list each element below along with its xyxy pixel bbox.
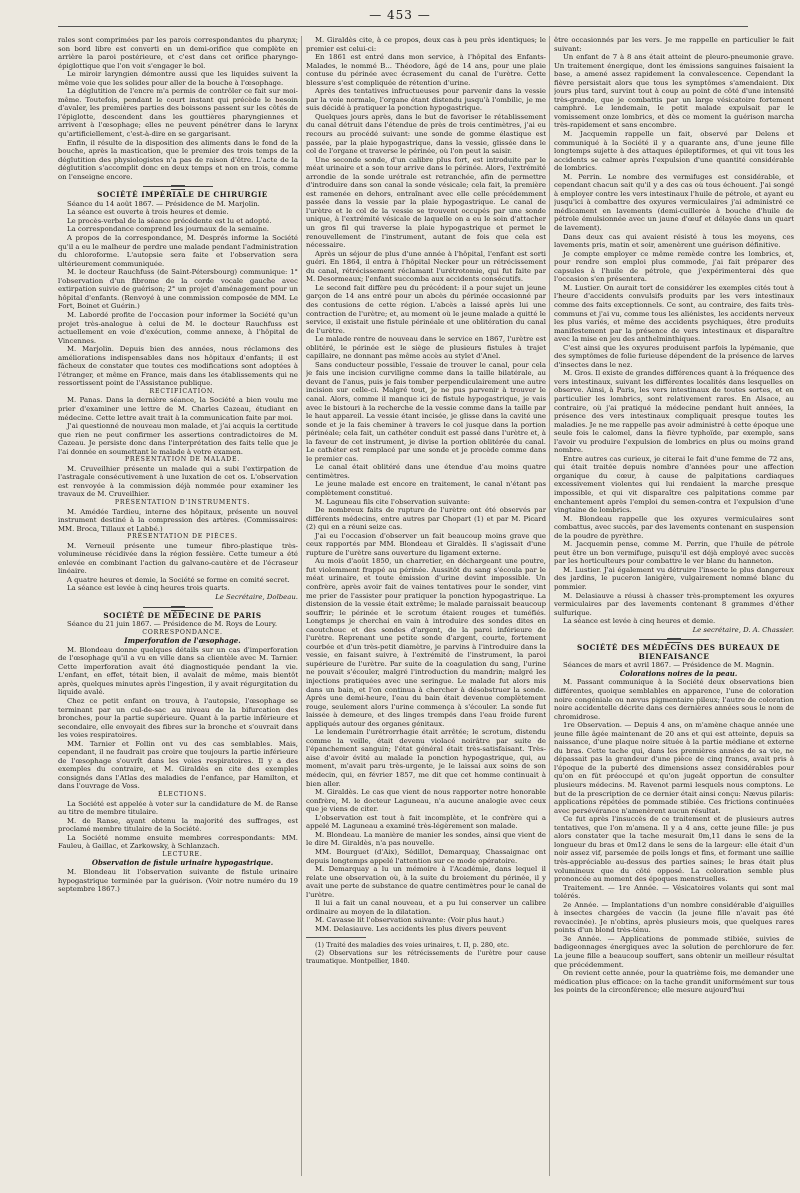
- subsection-heading: Observation de fistule urinaire hypogastrique.: [91, 858, 274, 868]
- paragraph: De nombreux faits de rupture de l'urètre ont été observés par différents médecins, entre autres par Chopart (1) et par M. Picard (2) qui en a réuni seize cas.: [306, 506, 546, 532]
- paragraph: Le lendemain l'urétrorrhagie était arrêtée; le scrotum, distendu comme la veille, était devenu violacé noirâtre par suite de l'épanchement sanguin; l'état général était très-satisfaisant. Très-aise d'avoir évité au malade la ponction hypogastrique, qui, au moment, m'avait paru très-urgente, je le laissai aux soins de son médecin, qui, en février 1857, me dit que cet homme continuait à bien aller.: [306, 728, 546, 788]
- paragraph: M. Blondeau donne quelques détails sur un cas d'imperforation de l'œsophage qu'il a vu en ville dans sa clientèle avec M. Tarnier. Cette imperforation avait été diagnostiquée pendant la vie. L'enfant, en effet, tétait bien, il avalait de même, mais bientôt après, quelques minutes après l'ingestion, il y avait régurgitation du liquide avalé.: [58, 645, 298, 697]
- subsection-heading: Imperforation de l'œsophage.: [124, 636, 241, 646]
- paragraph: M. Blondeau lit l'observation suivante de fistule urinaire hypogastrique terminée par la guérison. (Voir notre numéro du 19 septembre 1867.): [58, 867, 298, 894]
- header-rule: [58, 26, 748, 27]
- paragraph: 3e Année. — Applications de pommade stibiée, suivies de badigeonnages énergiques avec la solution de perchlorure de fer. La jeune fille a beaucoup souffert, sans obtenir un meilleur résultat que précédemment.: [554, 934, 794, 969]
- paragraph: Séance du 14 août 1867. — Présidence de M. Marjolin.: [67, 199, 260, 208]
- paragraph: La séance est levée à cinq heures et demie.: [563, 617, 716, 626]
- paragraph: M. Lustier. J'ai également vu détruire l'insecte le plus dangereux des jardins, le puceron lanigère, vulgairement nommé blanc du pommier.: [554, 565, 794, 591]
- paragraph: Ce fut après l'insuccès de ce traitement et de plusieurs autres tentatives, que l'on m'amena. Il y a 4 ans, cette jeune fille: je pus alors constater que la tache mesurait 0m,11 dans le sens de la longueur du bras et 0m12 dans le sens de la largeur: elle était d'un noir assez vif, parsemée de poils longs et fins, et formant une saillie très-appréciable au-dessus des parties saines; le bras était plus volumineux que du côté opposé. La coloration semble plus prononcée au moment des époques menstruelles.: [554, 815, 794, 884]
- paragraph: La séance est ouverte à trois heures et demie.: [67, 208, 229, 217]
- paragraph: M. Blondeau rappelle que les oxyures vermiculaires sont combattus, avec succès, par des lavements contenant en suspension de la poudre de pyrèthre.: [554, 514, 794, 540]
- section-divider: [143, 607, 213, 608]
- signature-line: Le secrétaire, D. A. Chassier.: [692, 625, 794, 634]
- paragraph: M. de Ranse, ayant obtenu la majorité des suffrages, est proclamé membre titulaire de la Société.: [58, 816, 298, 834]
- paragraph: M. Marjolin. Depuis bien des années, nous réclamons des améliorations indispensables dans nos hôpitaux d'enfants; il est fâcheux de constater que toutes ces modifications sont adoptées à l'étranger, et même en France, mais dans les établissements qui ne ressortissent point de l'Assistance publique.: [58, 345, 298, 388]
- paragraph: Au mois d'août 1850, un charretier, en déchargeant une poutre, fut violemment frappé au périnée. Aussitôt du sang s'écoula par le méat urinaire, et toute émission d'urine devint impossible. Un confrère, après avoir fait de vaines tentatives pour le sonder, vint me prier de l'assister pour pratiquer la ponction hypogastrique. La distension de la vessie était extrême; le malade paraissait beaucoup souffrir; le périnée et le scrotum étaient rouges et tuméfiés. Longtemps je cherchai en vain à introduire des sondes dites en caoutchouc et des sondes d'argent, de la paroi inférieure de l'urètre. Reprenant une petite sonde d'argent, courte, fortement courbée et d'un très-petit diamètre, je parvins à l'introduire dans la vessie, en faisant suivre, à l'extrémité de l'instrument, la paroi supérieure de l'urètre. Par suite de la coagulation du sang, l'urine ne pouvait s'écouler, malgré l'introduction du mandrin; malgré les injections pratiquées avec une seringue. Le malade fut alors mis dans un bain, et l'on continua à chercher à désobstruer la sonde. Après une demi-heure, l'eau du bain était devenue complètement rouge, seulement alors l'urine commença à s'écouler. La sonde fut laissée à demeure, et des linges trempés dans l'eau froide furent appliqués autour des organes génitaux.: [306, 557, 546, 728]
- paragraph: J'ai eu l'occasion d'observer un fait beaucoup moins grave que ceux rapportés par MM. Blondeau et Giraldès. Il s'agissait d'une rupture de l'urètre sans ouverture du ligament externe.: [306, 531, 546, 557]
- paragraph: M. Cavasse lit l'observation suivante: (Voir plus haut.): [315, 916, 505, 925]
- footnote: (1) Traité des maladies des voies urinaires, t. II, p. 280, etc.: [315, 941, 510, 950]
- column-1: [58, 36, 298, 1176]
- paragraph: M. Demarquay a lu un mémoire à l'Académie, dans lequel il relate une observation où, à la suite du broiement du périnée, il y avait une perte de substance de quatre centimètres pour le canal de l'urètre.: [306, 865, 546, 899]
- rubric-heading: LECTURE.: [162, 850, 203, 858]
- paragraph: Il lui a fait un canal nouveau, et a pu lui conserver un calibre ordinaire au moyen de la dilatation.: [306, 899, 546, 916]
- section-divider: [143, 186, 213, 187]
- paragraph: Le canal était oblitéré dans une étendue d'au moins quatre centimètres.: [306, 463, 546, 480]
- section-divider: [639, 639, 709, 640]
- paragraph: M. Delasiauve a réussi à chasser très-promptement les oxyures vermiculaires par des lavements contenant 8 grammes d'éther sulfurique.: [554, 591, 794, 617]
- paragraph: Chez ce petit enfant on trouva, à l'autopsie, l'œsophage se terminant par un cul-de-sac au niveau de la bifurcation des bronches, pour la partie supérieure. Quant à la partie inférieure et secondaire, elle envoyait des fibres sur la bronche et s'ouvrait dans les voies respiratoires.: [58, 697, 298, 740]
- paragraph: être occasionnés par les vers. Je me rappelle en particulier le fait suivant:: [554, 36, 794, 53]
- paragraph: L'observation est tout à fait incomplète, et le confrère qui a appelé M. Laguneau a examiné très-légèrement son malade.: [306, 813, 546, 831]
- rubric-heading: ÉLECTIONS.: [158, 791, 207, 799]
- rubric-heading: PRÉSENTATION DE MALADE.: [124, 456, 241, 464]
- paragraph: M. Verneuil présente une tumeur fibro-plastique très-volumineuse récidivée dans la région fessière. Cette tumeur a été enlevée en combinant l'action du galvano-cautère et de l'écraseur linéaire.: [58, 541, 298, 576]
- paragraph: Un enfant de 7 à 8 ans était atteint de pleuro-pneumonie grave. Un traitement énergique, dont les émissions sanguines faisaient la base, a amené assez rapidement la convalescence. Cependant la fièvre persistait alors que tous les symptômes s'amendaient. Dix jours plus tard, survint tout à coup au point de côté d'une intensité très-grande, que je combattis par un large vésicatoire fortement camphré. Le lendemain, le petit malade expulsait par le vomissement onze lombrics, et dès ce moment la guérison marcha très-rapidement et sans encombre.: [554, 53, 794, 130]
- paragraph: MM. Tarnier et Follin ont vu des cas semblables. Mais, cependant, il ne faudrait pas croire que toujours la partie inférieure de l'œsophage s'ouvrît dans les voies respiratoires. Il y a des exemples du contraire, et M. Giraldès en cite des exemples consignés dans l'Atlas des maladies de l'enfance, par Hamilton, et dans l'ouvrage de Voss.: [58, 739, 298, 791]
- rubric-heading: CORRESPONDANCE.: [142, 628, 223, 636]
- column-3: [554, 36, 794, 1176]
- paragraph: Dans deux cas qui avaient résisté à tous les moyens, ces lavements pris, matin et soir, amenèrent une guérison définitive.: [554, 232, 794, 250]
- paragraph: M. Lustier. On aurait tort de considérer les exemples cités tout à l'heure d'accidents convulsifs produits par les vers intestinaux comme des faits exceptionnels. Ce sont, au contraire, des faits très-communs et j'ai vu, comme tous les aliénistes, les accidents nerveux les plus variés, et même des accidents psychiques, être produits manifestement par la présence de vers intestinaux et disparaître avec la mise en jeu des anthelminthiques.: [554, 283, 794, 344]
- page-number: — 453 —: [369, 8, 431, 22]
- paragraph: M. Gros. Il existe de grandes différences quant à la fréquence des vers intestinaux, suivant les différentes localités dans lesquelles on observe. Ainsi, à Paris, les vers intestinaux de toutes sortes, et en particulier les lombrics, sont relativement rares. En Alsace, au contraire, où j'ai pratiqué la médecine pendant huit années, la présence des vers intestinaux compliquait presque toutes les maladies. Je ne me rappelle pas avoir administré à cette époque une seule fois le calomel, dans la fièvre typhoïde, par exemple, sans l'avoir vu produire l'expulsion de lombrics en plus ou moins grand nombre.: [554, 369, 794, 455]
- paragraph: La Société est appelée à voter sur la candidature de M. de Ranse au titre de membre titulaire.: [58, 799, 298, 817]
- subsection-heading: Colorations noires de la peau.: [619, 668, 738, 678]
- paragraph: C'est ainsi que les oxyures produisent parfois la lypémanie, que des symptômes de folie furieuse dépendent de la présence de larves d'insectes dans le nez.: [554, 343, 794, 369]
- paragraph: Une seconde sonde, d'un calibre plus fort, est introduite par le méat urinaire et a son tour arrive dans le périnée. Alors, l'extrémité arrondie de la sonde urétrale est retranchée, afin de permettre d'introduire dans son canal la sonde vésicale; cela fait, la première est ramenée en dehors, entraînant avec elle celle précédemment passée dans la vessie par la plaie hypogastrique. Le canal de l'urètre et le col de la vessie se trouvent occupés par une sonde unique, à l'extrémité vésicale de laquelle on a eu le soin d'attacher un gros fil qui traverse la plaie hypogastrique et permet le renouvellement de l'instrument, autant de fois que cela est nécessaire.: [306, 155, 546, 250]
- paragraph: Quelques jours après, dans le but de favoriser le rétablissement du canal détruit dans l'étendue de près de trois centimètres, j'ai eu recours au procédé suivant: une sonde de gomme élastique est passée, par la plaie hypogastrique, dans la vessie, glissée dans le col de l'organe et traverse le périnée, où l'on peut la saisir.: [306, 112, 546, 156]
- rubric-heading: PRÉSENTATION D'INSTRUMENTS.: [114, 498, 251, 506]
- paragraph: Enfin, il résulte de la disposition des aliments dans le fond de la bouche, après la mastication, que le premier des trois temps de la déglutition des physiologistes n'a pas de raison d'être. L'acte de la déglutition s'accomplit donc en deux temps et non en trois, comme on l'enseigne encore.: [58, 138, 298, 181]
- paragraph: Traitement. — 1re Année. — Vésicatoires volants qui sont mal tolérés.: [554, 883, 794, 901]
- paragraph: M. Perrin. Le nombre des vermifuges est considérable, et cependant chacun sait qu'il y a des cas où tous échouent. J'ai songé à employer contre les vers intestinaux l'huile de pétrole, et ayant eu jusqu'ici à combattre des oxyures vermiculaires j'ai administré ce médicament en lavements (demi-cuillerée à bouche d'huile de pétrole émulsionnée avec un jaune d'œuf et délayée dans un quart de lavement).: [554, 172, 794, 233]
- paragraph: A quatre heures et demie, la Société se forme en comité secret.: [67, 575, 290, 584]
- paragraph: M. Laguneau fils cite l'observation suivante:: [315, 497, 470, 506]
- column-2: [306, 36, 546, 1176]
- rubric-heading: PRÉSENTATION DE PIÈCES.: [127, 533, 238, 541]
- paragraph: M. Panas. Dans la dernière séance, la Société a bien voulu me prier d'examiner une lettre de M. Charles Cazeau, étudiant en médecine. Cette lettre avait trait à la communication faite par moi.: [58, 396, 298, 422]
- paragraph: La Société nomme ensuite membres correspondants: MM. Fauleu, à Gaillac, et Zarkowsky, à Schlanzach.: [58, 833, 298, 851]
- paragraph: J'ai questionné de nouveau mon malade, et j'ai acquis la certitude que rien ne peut confirmer les assertions contradictoires de M. Cazeau. Je persiste donc dans l'interprétation des faits telle que je l'ai donnée en soumettant le malade à votre examen.: [58, 422, 298, 456]
- paragraph: La correspondance comprend les journaux de la semaine.: [67, 225, 269, 234]
- paragraph: M. Cruveilhier présente un malade qui a subi l'extirpation de l'astragale consécutivement à une luxation de cet os. L'observation est renvoyée à la commission déjà nommée pour examiner les travaux de M. Cruveilhier.: [58, 464, 298, 499]
- signature-line: Le Secrétaire, Dolbeau.: [215, 593, 298, 601]
- paragraph: La séance est levée à cinq heures trois quarts.: [67, 584, 230, 593]
- paragraph: Le malade rentre de nouveau dans le service en 1867, l'urètre est oblitéré, le périnée est le siège de plusieurs fistules à trajet capillaire, ne donnant pas même accès au stylet d'Anel.: [306, 335, 546, 361]
- paragraph: Le procès-verbal de la séance précédente est lu et adopté.: [67, 216, 272, 225]
- paragraph: M. Passant communique à la Société deux observations bien différentes, quoique semblables en apparence, l'une de coloration noire congéniale ou nævus pigmentaire pileux; l'autre de coloration noire accidentelle décrite dans ces dernières années sous le nom de chromidrose.: [554, 678, 794, 721]
- column-separator: [301, 36, 302, 1176]
- paragraph: M. Blondeau. La manière de manier les sondes, ainsi que vient de le dire M. Giraldès, n'a pas nouvelle.: [306, 830, 546, 848]
- paragraph: M. Jacquemin rappelle un fait, observé par Delens et communiqué à la Société il y a quarante ans, d'une jeune fille longtemps sujette à des attaques épileptiformes, et qui vit tous les accidents se calmer après l'expulsion d'une quantité considérable de lombrics.: [554, 130, 794, 173]
- paragraph: La déglutition de l'encre m'a permis de contrôler ce fait sur moi-même. Toutefois, pendant le court instant qui précède le besoin d'avaler, les premières parties des boissons passent sur les côtés de l'épiglotte, descendent dans les gouttières pharyngiennes et arrivent à l'œsophage; elles ne peuvent pénétrer dans le larynx qu'artificiellement, c'est-à-dire en se gargarisant.: [58, 87, 298, 139]
- paragraph: Séances de mars et avril 1867. — Présidence de M. Magnin.: [563, 661, 775, 670]
- paragraph: A propos de la correspondance, M. Després informe la Société qu'il a eu le malheur de perdre une malade pendant l'administration du chloroforme. L'autopsie sera faite et l'observation sera ultérieurement communiquée.: [58, 234, 298, 268]
- paragraph: Sans conducteur possible, l'essaie de trouver le canal, pour cela je fais une incision curviligne comme dans la taille bilatérale, au devant de l'anus, puis je fais tomber perpendiculairement une autre incision sur celle-ci. Malgré tout, je ne pus parvenir à trouver le canal. Alors, comme il manque ici de fistule hypogastrique, je vais avec le bistouri à la recherche de la vessie comme dans la taille par le haut appareil. La vessie étant incisée, je glisse dans la cavité une sonde et je la fais cheminer à travers le col jusque dans la portion périnéale; cela fait, un cathéter conduit est passé dans l'urètre et, à la faveur de cet instrument, je divise la portion oblitérée du canal. Le cathéter est remplacé par une sonde et je procède comme dans le premier cas.: [306, 360, 546, 463]
- paragraph: En 1861 est entré dans mon service, à l'hôpital des Enfants-Malades, le nommé B... Théodore, âgé de 14 ans, pour une plaie contuse du périnée avec écrasement du canal de l'urètre. Cette blessure s'est compliquée de rétention d'urine.: [306, 53, 546, 87]
- paragraph: M. Amédée Tardieu, interne des hôpitaux, présente un nouvel instrument destiné à la compression des artères. (Commissaires: MM. Broca, Tillaux et Labbé.): [58, 507, 298, 533]
- rubric-heading: RECTIFICATION.: [149, 387, 216, 395]
- paragraph: Séance du 21 juin 1867. — Présidence de M. Roys de Loury.: [67, 620, 278, 629]
- paragraph: M. le docteur Rauchfuss (de Saint-Pétersbourg) communique: 1° l'observation d'un fibrome de la corde vocale gauche avec extirpation suivie de guérison; 2° un projet d'aménagement pour un hôpital d'enfants. (Renvoyé à une commission composée de MM. Le Fort, Boinet et Guérin.): [58, 268, 298, 311]
- paragraph: M. Giraldès. Le cas que vient de nous rapporter notre honorable confrère, M. le docteur Laguneau, n'a aucune analogie avec ceux que je viens de citer.: [306, 788, 546, 814]
- section-heading: SOCIÉTÉ DES MÉDECINS DES BUREAUX DE BIENFAISANCE: [576, 643, 781, 661]
- paragraph: 2e Année. — Implantations d'un nombre considérable d'aiguilles à insectes chargées de vaccin (la jeune fille n'avait pas été revaccinée). Je n'obtins, après plusieurs mois, que quelques rares points d'un blond très-ténu.: [554, 900, 794, 935]
- section-heading: SOCIÉTÉ IMPÉRIALE DE CHIRURGIE: [97, 190, 268, 200]
- paragraph: Après des tentatives infructueuses pour parvenir dans la vessie par la voie normale, l'organe étant distendu jusqu'à l'ombilic, je me suis décidé à pratiquer la ponction hypogastrique.: [306, 87, 546, 113]
- column-separator: [549, 36, 550, 1176]
- paragraph: Le jeune malade est encore en traitement, le canal n'étant pas complètement constitué.: [306, 480, 546, 497]
- paragraph: Après un séjour de plus d'une année à l'hôpital, l'enfant est sorti guéri. En 1864, il entra à l'hôpital Necker pour un rétrécissement du canal, rétrécissement réclamant l'urétrotomie, qui fut faite par M. Desormeaux; l'enfant succomba aux accidents consécutifs.: [306, 249, 546, 284]
- paragraph: Entre autres cas curieux, je citerai le fait d'une femme de 72 ans, qui était traitée depuis nombre d'années pour une affection organique du cœur, à cause de palpitations cardiaques excessivement violentes qui lui rendaient la marche presque impossible, et qui vit disparaître ces palpitations comme par enchantement après l'emploi du semen-contra et l'expulsion d'une vingtaine de lombrics.: [554, 454, 794, 515]
- paragraph: 1re Observation. — Depuis 4 ans, on m'amène chaque année une jeune fille âgée maintenant de 20 ans et qui est atteinte, depuis sa naissance, d'une plaque noire située à la partie médiane et externe du bras. Cette tache qui, dans les premières années de sa vie, ne dépassait pas la grandeur d'une pièce de cinq francs, avait pris à l'époque de la puberté des dimensions assez considérables pour qu'on en fût préoccupé et qu'on jugeât opportun de consulter plusieurs médecins. M. Ravenot parmi lesquels nous comptons. Le but de la prescription de ce dernier était ainsi conçu: Nævus pilaris: applications répétées de pommade stibiée. Ces frictions continuées avec persévérance n'amenèrent aucun résultat.: [554, 721, 794, 815]
- section-heading: SOCIÉTÉ DE MÉDECINE DE PARIS: [103, 610, 262, 620]
- paragraph: Le miroir laryngien démontre aussi que les liquides suivent la même voie que les solides pour aller de la bouche à l'œsophage.: [58, 70, 298, 87]
- footnote-separator: [306, 937, 366, 938]
- paragraph: MM. Delasiauve. Les accidents les plus divers peuvent: [315, 924, 507, 933]
- paragraph: Le second fait diffère peu du précédent: il a pour sujet un jeune garçon de 14 ans entré pour un abcès du périnée occasionné par des contusions de cette région. L'abcès a laissé après lui une contraction de l'urètre; et, au moment où le jeune malade a quitté le service, il existait une fistule périnéale et une oblitération du canal de l'urètre.: [306, 283, 546, 335]
- paragraph: rales sont comprimées par les parois correspondantes du pharynx; son bord libre est converti en un demi-orifice que complète en arrière la paroi postérieure, et c'est dans cet orifice pharyngo-épiglottique que l'on voit s'engager le bol.: [58, 36, 298, 70]
- paragraph: Je compte employer ce même remède contre les lombrics, et, pour rendre son emploi plus commode, j'ai fait préparer des capsules à l'huile de pétrole, que j'expérimenterai dès que l'occasion s'en présentera.: [554, 249, 794, 284]
- paragraph: M. Giraldès cite, à ce propos, deux cas à peu près identiques; le premier est celui-ci:: [306, 36, 546, 53]
- footnote: (2) Observations sur les rétrécissements de l'urètre pour cause traumatique. Montpellier, 1840.: [306, 949, 546, 966]
- paragraph: MM. Bourguet (d'Aix), Sédillot, Demarquay, Chassaignac ont depuis longtemps appelé l'attention sur ce mode opératoire.: [306, 847, 546, 865]
- paragraph: M. Jacquemin pense, comme M. Perrin, que l'huile de pétrole peut être un bon vermifuge, puisqu'il est déjà employé avec succès par les horticulteurs pour combattre le ver blanc du hanneton.: [554, 540, 794, 566]
- paragraph: On revient cette année, pour la quatrième fois, me demander une médication plus efficace: on la tache grandit uniformément sur tous les points de la circonférence; elle mesure aujourd'hui: [554, 969, 794, 995]
- paragraph: M. Labordé profite de l'occasion pour informer la Société qu'un projet très-analogue à celui de M. le docteur Rauchfuss est actuellement en voie d'exécution, comme annexe, à l'hôpital de Vincennes.: [58, 310, 298, 345]
